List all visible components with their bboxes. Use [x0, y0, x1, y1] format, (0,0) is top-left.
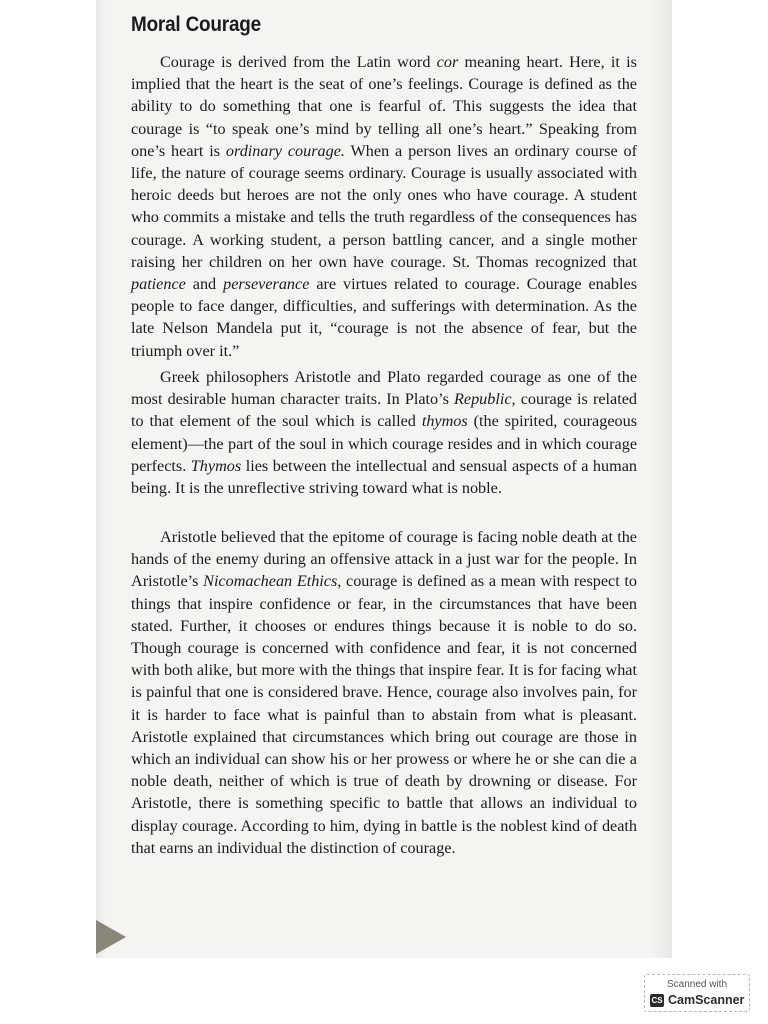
italic-term: Republic, [454, 390, 516, 409]
section-title: Moral Courage [131, 13, 261, 36]
text-run: and [185, 275, 224, 294]
text-run: are virtues related to courage. Courage enables people to face danger, difficulties, and sufferings with determination. As the late Nelson Mandela put it, “courage is not the absence of fear, but the triumph over it.” [131, 275, 638, 360]
text-run: Aristotle believed that the epitome of courage is facing noble death at the hands of the enemy during an offensive attack in a just war for the people. In Aristotle’s [131, 528, 637, 591]
watermark-brand: CamScanner [668, 993, 745, 1007]
watermark-scanned-with: Scanned with [666, 979, 728, 990]
italic-term: cor [436, 53, 459, 71]
text-run: Greek philosophers Aristotle and Plato regarded courage as one of the most desirable human character traits. In Plato’s [131, 368, 637, 409]
text-run: When a person lives an ordinary course of life, the nature of courage seems ordinary. Courage is usually associated with heroic deeds but heroes are not the only ones who have courage. A student who commits a mistake and tells the truth regardless of the consequences has courage. A working student, a person battling cancer, and a single mother raising her children on her own have courage. St. Thomas recognized that [131, 141, 637, 271]
italic-term: Thymos [190, 456, 242, 475]
text-run: courage is related to that element of the soul which is called [131, 390, 637, 431]
text-run: Courage is derived from the Latin word [160, 53, 437, 71]
italic-term: perseverance [223, 275, 310, 294]
page-edge-shadow-left [96, 0, 106, 958]
text-run: (the spirited, courageous element)—the part of the soul in which courage resides and in which courage perfects. [131, 412, 637, 475]
italic-term: thymos [421, 412, 468, 431]
text-run: courage is defined as a mean with respect to things that inspire confidence or fear, in the circumstances that have been stated. Further, it chooses or endures things because it is noble to do so. Though courage is concerned with confidence and fear, it is not concerned with both alike, but more with the things that inspire fear. It is for facing what is painful that one is considered brave. Hence, courage also involves pain, for it is harder to face what is painful than to abstain from what is pleasant. Aristotle explained that circumstances which bring out courage are those in which an individual can show his or her prowess or where he or she can die a noble death, neither of which is true of death by drowning or disease. For Aristotle, there is something specific to battle that allows an individual to display courage. According to him, dying in battle is the noblest kind of death that earns an individual the distinction of courage. [131, 572, 637, 857]
text-run: meaning heart. Here, it is implied that the heart is the seat of one’s feelings. Courage is defined as the ability to do something that one is fearful of. This suggests the idea that courage is “to speak one’s mind by telling all one’s heart.” Speaking from one’s heart is [131, 53, 637, 160]
paragraph [131, 366, 637, 499]
page-corner-arrow-icon [96, 918, 126, 956]
italic-term: Nicomachean Ethics, [203, 572, 342, 591]
page-edge-shadow-right [650, 0, 672, 958]
camscanner-watermark [644, 974, 750, 1012]
italic-term: patience [131, 275, 186, 294]
italic-term: ordinary courage. [225, 141, 345, 160]
text-run: lies between the intellectual and sensual aspects of a human being. It is the unreflective striving toward what is noble. [131, 456, 637, 498]
paragraph [131, 526, 637, 859]
camscanner-logo-icon: CS [651, 996, 663, 1005]
corner-arrow-shape [96, 920, 126, 954]
paragraph [131, 51, 637, 362]
